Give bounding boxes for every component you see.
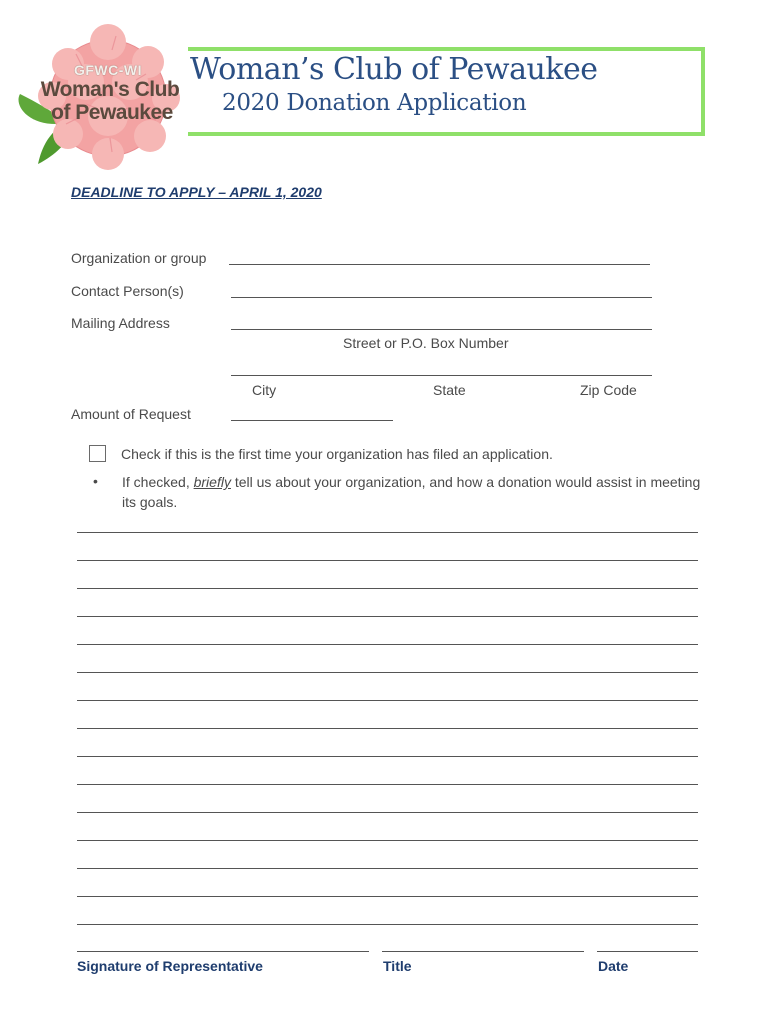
mailing-address-label: Mailing Address [71,315,170,331]
amount-label: Amount of Request [71,406,191,422]
state-caption: State [433,382,466,398]
answer-line[interactable] [77,616,698,617]
answer-line[interactable] [77,644,698,645]
organization-label: Organization or group [71,250,207,266]
answer-line[interactable] [77,532,698,533]
bullet-icon: • [93,473,98,489]
instructions-part1: If checked, [122,474,194,490]
answer-line[interactable] [77,896,698,897]
deadline-notice: DEADLINE TO APPLY – APRIL 1, 2020 [71,184,322,200]
answer-line[interactable] [77,868,698,869]
answer-line[interactable] [77,672,698,673]
city-state-zip-field[interactable] [231,375,652,376]
instructions-part2: tell us about your organization, and how a donation would assist in meeting its goals. [122,474,701,510]
street-caption: Street or P.O. Box Number [343,335,509,351]
answer-line[interactable] [77,924,698,925]
first-time-instructions [122,472,702,512]
answer-line[interactable] [77,840,698,841]
answer-line[interactable] [77,812,698,813]
instructions-emphasis: briefly [193,474,231,490]
logo-location-text: of Pewaukee [51,101,173,124]
answer-line[interactable] [77,700,698,701]
first-time-label: Check if this is the first time your organization has filed an application. [121,446,553,462]
answer-line[interactable] [77,728,698,729]
date-field[interactable] [597,951,698,952]
title-label: Title [383,958,412,974]
city-caption: City [252,382,277,398]
title-field[interactable] [382,951,584,952]
signature-field[interactable] [77,951,369,952]
organization-field[interactable] [229,264,650,265]
answer-line[interactable] [77,560,698,561]
signature-label: Signature of Representative [77,958,263,974]
date-label: Date [598,958,629,974]
answer-line[interactable] [77,756,698,757]
street-field[interactable] [231,329,652,330]
club-logo [16,24,194,170]
contact-field[interactable] [231,297,652,298]
page-subtitle: 2020 Donation Application [222,90,527,116]
zip-caption: Zip Code [580,382,637,398]
amount-field[interactable] [231,420,393,421]
answer-line[interactable] [77,784,698,785]
logo-club-text: Woman's Club [40,78,180,101]
logo-gfwc-text: GFWC-WI [73,62,143,78]
answer-line[interactable] [77,588,698,589]
first-time-checkbox[interactable] [89,445,106,462]
page-title: Woman’s Club of Pewaukee [190,52,598,87]
contact-label: Contact Person(s) [71,283,184,299]
